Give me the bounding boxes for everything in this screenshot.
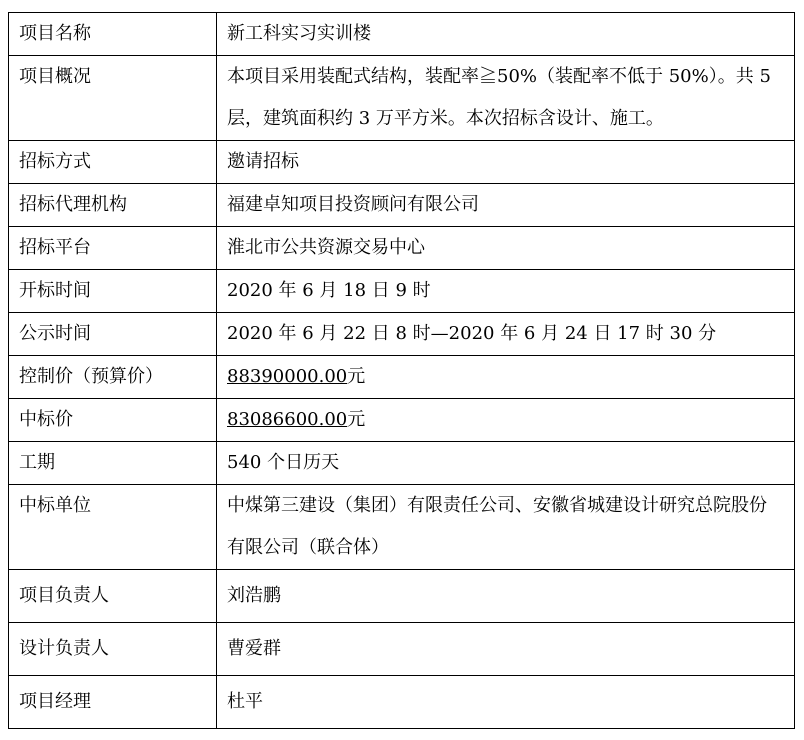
- table-row: [9, 270, 795, 313]
- project-info-table: [8, 12, 795, 729]
- value-bid-agency: 福建卓知项目投资顾问有限公司: [217, 184, 795, 227]
- value-design-leader: 曹爱群: [217, 623, 795, 676]
- label-project-leader: 项目负责人: [9, 570, 217, 623]
- value-winning-company: 中煤第三建设（集团）有限责任公司、安徽省城建设计研究总院股份有限公司（联合体）: [217, 485, 795, 570]
- table-row: [9, 313, 795, 356]
- table-row: [9, 56, 795, 141]
- value-bid-method: 邀请招标: [217, 141, 795, 184]
- table-row: [9, 184, 795, 227]
- label-duration: 工期: [9, 442, 217, 485]
- control-price-unit: 元: [347, 366, 366, 387]
- value-bid-platform: 淮北市公共资源交易中心: [217, 227, 795, 270]
- label-control-price: 控制价（预算价）: [9, 356, 217, 399]
- table-row: [9, 676, 795, 729]
- value-control-price: [217, 356, 795, 399]
- table-row: [9, 227, 795, 270]
- table-row: [9, 356, 795, 399]
- label-project-overview-text: 项目概况: [19, 66, 91, 87]
- label-bid-method: 招标方式: [9, 141, 217, 184]
- label-project-overview: [9, 56, 217, 141]
- control-price-amount: 88390000.00: [227, 366, 348, 387]
- value-winning-price: [217, 399, 795, 442]
- label-project-name: 项目名称: [9, 13, 217, 56]
- winning-price-unit: 元: [347, 409, 366, 430]
- label-design-leader: 设计负责人: [9, 623, 217, 676]
- table-row: [9, 442, 795, 485]
- label-project-manager: 项目经理: [9, 676, 217, 729]
- label-bid-agency: 招标代理机构: [9, 184, 217, 227]
- value-project-manager: 杜平: [217, 676, 795, 729]
- label-bid-platform: 招标平台: [9, 227, 217, 270]
- label-winning-company: [9, 485, 217, 570]
- table-row: [9, 623, 795, 676]
- label-publicity-time: 公示时间: [9, 313, 217, 356]
- table-row: [9, 141, 795, 184]
- value-opening-time: 2020 年 6 月 18 日 9 时: [217, 270, 795, 313]
- value-project-leader: 刘浩鹏: [217, 570, 795, 623]
- table-row: [9, 13, 795, 56]
- label-winning-price: 中标价: [9, 399, 217, 442]
- winning-price-amount: 83086600.00: [227, 409, 348, 430]
- value-project-name: 新工科实习实训楼: [217, 13, 795, 56]
- value-duration: 540 个日历天: [217, 442, 795, 485]
- table-row: [9, 570, 795, 623]
- value-project-overview: 本项目采用装配式结构，装配率≧50%（装配率不低于 50%）。共 5 层，建筑面积约 3 万平方米。本次招标含设计、施工。: [217, 56, 795, 141]
- value-publicity-time: 2020 年 6 月 22 日 8 时—2020 年 6 月 24 日 17 时 30 分: [217, 313, 795, 356]
- table-row: [9, 485, 795, 570]
- table-row: [9, 399, 795, 442]
- label-winning-company-text: 中标单位: [19, 495, 91, 516]
- label-opening-time: 开标时间: [9, 270, 217, 313]
